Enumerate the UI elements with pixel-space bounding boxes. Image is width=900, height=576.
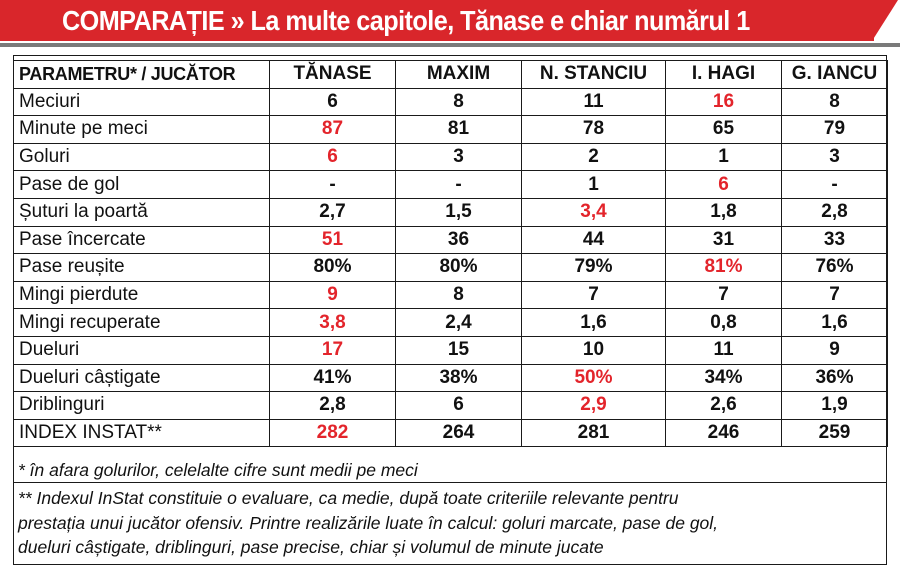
table-cell: 31	[666, 226, 782, 254]
table-cell-best: 51	[270, 226, 396, 254]
table-cell: 81	[396, 116, 522, 144]
table-cell: 36%	[782, 364, 888, 392]
table-cell: 6	[270, 88, 396, 116]
table-cell: -	[270, 171, 396, 199]
table-cell: 33	[782, 226, 888, 254]
table-cell: 80%	[396, 254, 522, 282]
table-cell: 0,8	[666, 309, 782, 337]
footnote-line: dueluri câștigate, driblinguri, pase precise, chiar și volumul de minute jucate	[18, 537, 604, 557]
header-divider	[0, 43, 900, 47]
row-label: INDEX INSTAT**	[14, 419, 270, 447]
row-label: Driblinguri	[14, 392, 270, 420]
header	[0, 0, 900, 43]
table-cell-best: 50%	[522, 364, 666, 392]
table-cell: 1,8	[666, 198, 782, 226]
table-cell-best: 6	[666, 171, 782, 199]
comparison-table	[13, 60, 888, 447]
table-cell: 8	[396, 281, 522, 309]
table-row	[14, 309, 888, 337]
table-cell-best: 282	[270, 419, 396, 447]
table-cell: -	[396, 171, 522, 199]
column-header-parameter: PARAMETRU* / JUCĂTOR	[14, 61, 270, 89]
table-cell: 2,8	[270, 392, 396, 420]
table-row	[14, 364, 888, 392]
table-cell: 80%	[270, 254, 396, 282]
row-label: Pase încercate	[14, 226, 270, 254]
table-row	[14, 143, 888, 171]
table-cell: 7	[782, 281, 888, 309]
table-cell: 1,5	[396, 198, 522, 226]
row-label: Dueluri câștigate	[14, 364, 270, 392]
table-cell-best: 3,4	[522, 198, 666, 226]
table-cell-best: 3,8	[270, 309, 396, 337]
table-cell: 79	[782, 116, 888, 144]
row-label: Minute pe meci	[14, 116, 270, 144]
table-cell: 1	[522, 171, 666, 199]
table-cell: 2,4	[396, 309, 522, 337]
table-header-row	[14, 61, 888, 89]
table-cell: 2,7	[270, 198, 396, 226]
table-cell: 8	[782, 88, 888, 116]
table-cell-best: 16	[666, 88, 782, 116]
table-cell: 79%	[522, 254, 666, 282]
table-cell: 15	[396, 336, 522, 364]
table-row	[14, 336, 888, 364]
table-cell: 1,9	[782, 392, 888, 420]
table-cell-best: 87	[270, 116, 396, 144]
table-cell: 264	[396, 419, 522, 447]
footnotes	[13, 458, 887, 560]
column-header-hagi: I. HAGI	[666, 61, 782, 89]
row-label: Pase de gol	[14, 171, 270, 199]
row-label: Meciuri	[14, 88, 270, 116]
table-cell: 259	[782, 419, 888, 447]
table-cell: 1,6	[782, 309, 888, 337]
table-row	[14, 198, 888, 226]
table-cell: 65	[666, 116, 782, 144]
table-cell: 6	[396, 392, 522, 420]
table-cell-best: 6	[270, 143, 396, 171]
table-cell: 1,6	[522, 309, 666, 337]
row-label: Mingi pierdute	[14, 281, 270, 309]
table-cell: 11	[522, 88, 666, 116]
footnote-line: ** Indexul InStat constituie o evaluare, ca medie, după toate criteriile relevante pentru	[18, 488, 679, 508]
table-cell: 246	[666, 419, 782, 447]
table-cell: 76%	[782, 254, 888, 282]
table-cell: 8	[396, 88, 522, 116]
table-cell: 78	[522, 116, 666, 144]
table-cell: 41%	[270, 364, 396, 392]
table-row	[14, 281, 888, 309]
table-cell: 2	[522, 143, 666, 171]
footnote-line: prestația unui jucător ofensiv. Printre realizările luate în calcul: goluri marcate, pase de gol,	[18, 512, 719, 533]
table-cell: 34%	[666, 364, 782, 392]
footnote-instat-index	[13, 483, 887, 560]
row-label: Șuturi la poartă	[14, 198, 270, 226]
row-label: Mingi recuperate	[14, 309, 270, 337]
table-cell: 44	[522, 226, 666, 254]
table-cell: 2,6	[666, 392, 782, 420]
table-cell: 9	[782, 336, 888, 364]
table-row	[14, 392, 888, 420]
column-header-tanase: TĂNASE	[270, 61, 396, 89]
column-header-iancu: G. IANCU	[782, 61, 888, 89]
table-cell: 11	[666, 336, 782, 364]
page-title: COMPARAȚIE » La multe capitole, Tănase e chiar numărul 1	[62, 5, 750, 36]
table-cell: 281	[522, 419, 666, 447]
row-label: Dueluri	[14, 336, 270, 364]
table-cell: 7	[522, 281, 666, 309]
table-cell: 38%	[396, 364, 522, 392]
table-row	[14, 254, 888, 282]
row-label: Pase reușite	[14, 254, 270, 282]
table-cell: 1	[666, 143, 782, 171]
table-cell-best: 17	[270, 336, 396, 364]
table-row	[14, 116, 888, 144]
table-cell: 36	[396, 226, 522, 254]
table-cell: 10	[522, 336, 666, 364]
column-header-stanciu: N. STANCIU	[522, 61, 666, 89]
table-cell: 3	[396, 143, 522, 171]
row-label: Goluri	[14, 143, 270, 171]
table-cell: 7	[666, 281, 782, 309]
table-row	[14, 419, 888, 447]
table-cell: 2,8	[782, 198, 888, 226]
table-cell: 3	[782, 143, 888, 171]
table-cell-best: 81%	[666, 254, 782, 282]
table-row	[14, 226, 888, 254]
table-cell-best: 2,9	[522, 392, 666, 420]
table-row	[14, 171, 888, 199]
footnote-averages: * în afara golurilor, celelalte cifre sunt medii pe meci	[13, 458, 887, 483]
header-slash-decoration	[872, 0, 898, 41]
table-cell-best: 9	[270, 281, 396, 309]
table-row	[14, 88, 888, 116]
table-cell: -	[782, 171, 888, 199]
column-header-maxim: MAXIM	[396, 61, 522, 89]
